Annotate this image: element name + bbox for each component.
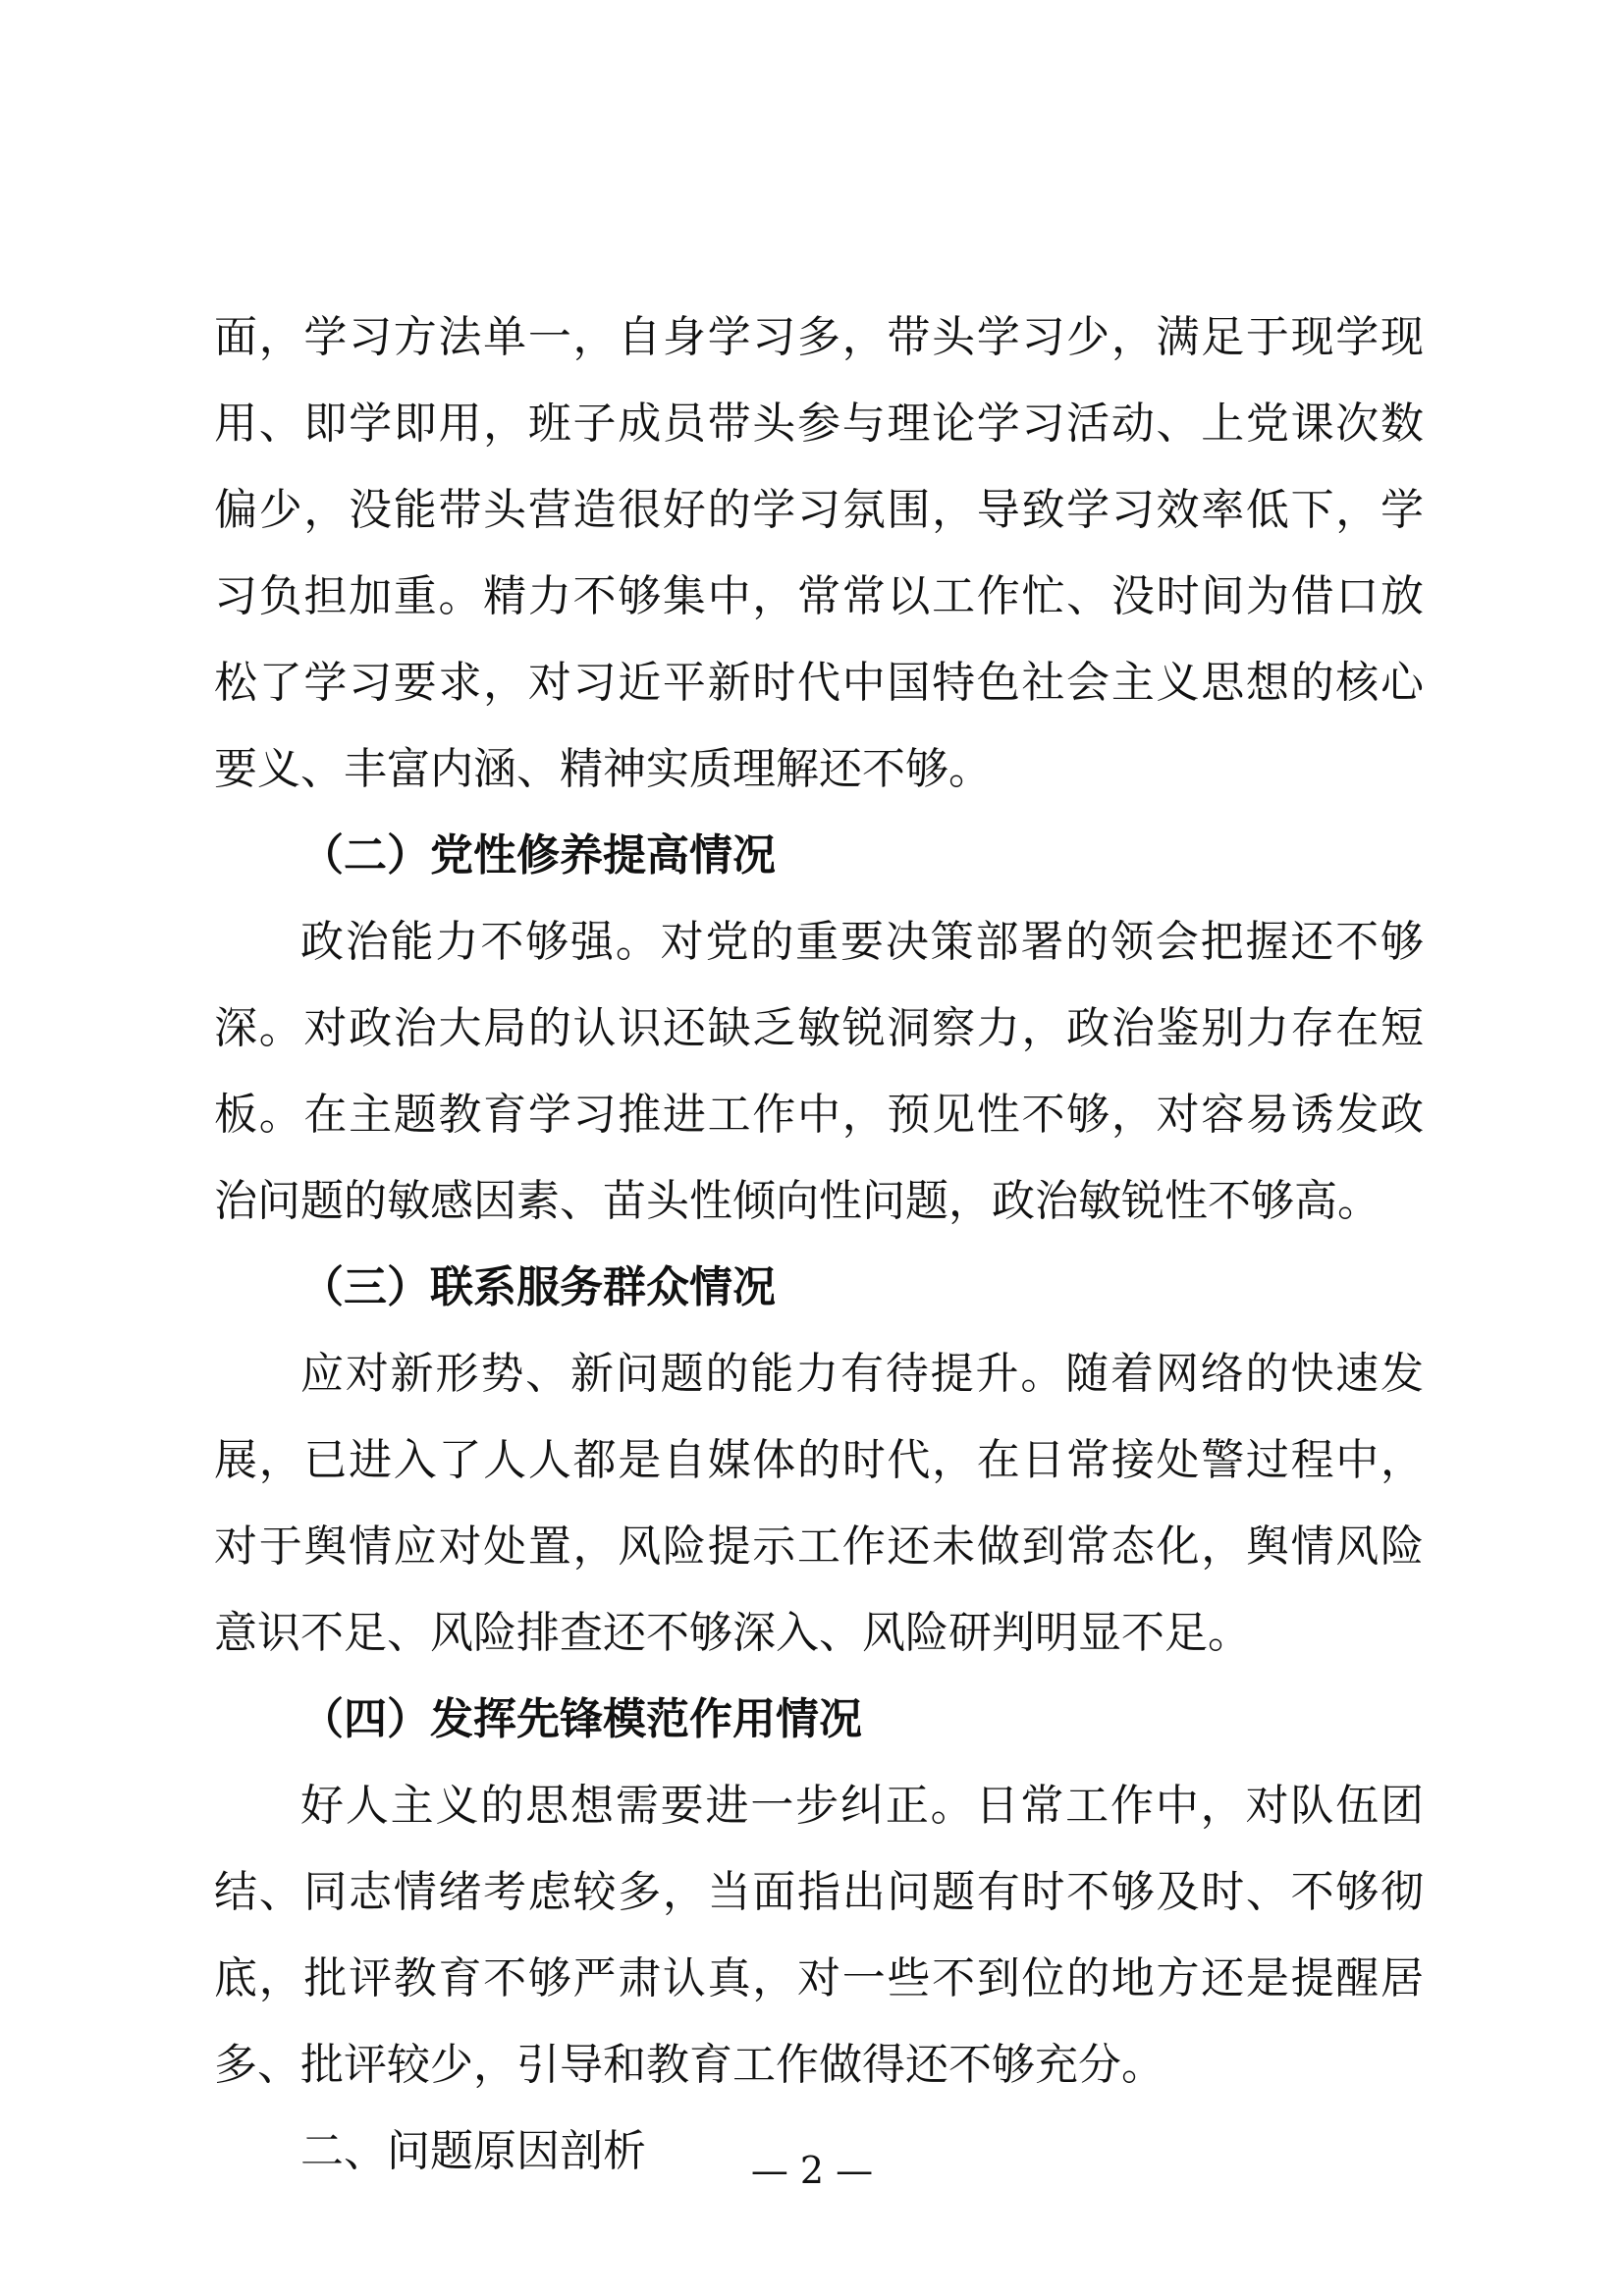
text-line: 习负担加重。精力不够集中，常常以工作忙、没时间为借口放	[214, 571, 1424, 621]
text-line: 面，学习方法单一，自身学习多，带头学习少，满足于现学现	[214, 312, 1424, 362]
heading-party-spirit: （二）党性修养提高情况	[300, 830, 776, 881]
text-line: 意识不足、风险排查还不够深入、风险研判明显不足。	[214, 1608, 1251, 1658]
text-line: 要义、丰富内涵、精神实质理解还不够。	[214, 744, 992, 794]
section-title-cause-analysis: 二、问题原因剖析	[300, 2126, 646, 2176]
paragraph-study-situation	[214, 294, 1424, 813]
heading-serving-masses: （三）联系服务群众情况	[300, 1262, 776, 1312]
text-line: 多、批评较少，引导和教育工作做得还不够充分。	[214, 2040, 1164, 2090]
text-line: 治问题的敏感因素、苗头性倾向性问题，政治敏锐性不够高。	[214, 1176, 1380, 1226]
text-line: 底，批评教育不够严肃认真，对一些不到位的地方还是提醒居	[214, 1953, 1424, 2003]
paragraph-party-spirit	[214, 899, 1424, 1245]
text-line: 对于舆情应对处置，风险提示工作还未做到常态化，舆情风险	[214, 1522, 1424, 1572]
text-line: 松了学习要求，对习近平新时代中国特色社会主义思想的核心	[214, 658, 1424, 708]
text-line: 政治能力不够强。对党的重要决策部署的领会把握还不够	[300, 917, 1424, 967]
page-body	[214, 294, 1424, 2195]
paragraph-vanguard-role	[214, 1763, 1424, 2109]
heading-vanguard-role: （四）发挥先锋模范作用情况	[300, 1694, 862, 1744]
text-line: 深。对政治大局的认识还缺乏敏锐洞察力，政治鉴别力存在短	[214, 1003, 1424, 1053]
text-line: 好人主义的思想需要进一步纠正。日常工作中，对队伍团	[300, 1781, 1424, 1831]
page-number: — 2 —	[750, 2149, 874, 2192]
text-line: 板。在主题教育学习推进工作中，预见性不够，对容易诱发政	[214, 1090, 1424, 1140]
text-line: 偏少，没能带头营造很好的学习氛围，导致学习效率低下，学	[214, 485, 1424, 535]
text-line: 展，已进入了人人都是自媒体的时代，在日常接处警过程中，	[214, 1435, 1424, 1485]
paragraph-serving-masses	[214, 1331, 1424, 1677]
text-line: 应对新形势、新问题的能力有待提升。随着网络的快速发	[300, 1349, 1424, 1399]
text-line: 结、同志情绪考虑较多，当面指出问题有时不够及时、不够彻	[214, 1867, 1424, 1917]
text-line: 用、即学即用，班子成员带头参与理论学习活动、上党课次数	[214, 399, 1424, 449]
